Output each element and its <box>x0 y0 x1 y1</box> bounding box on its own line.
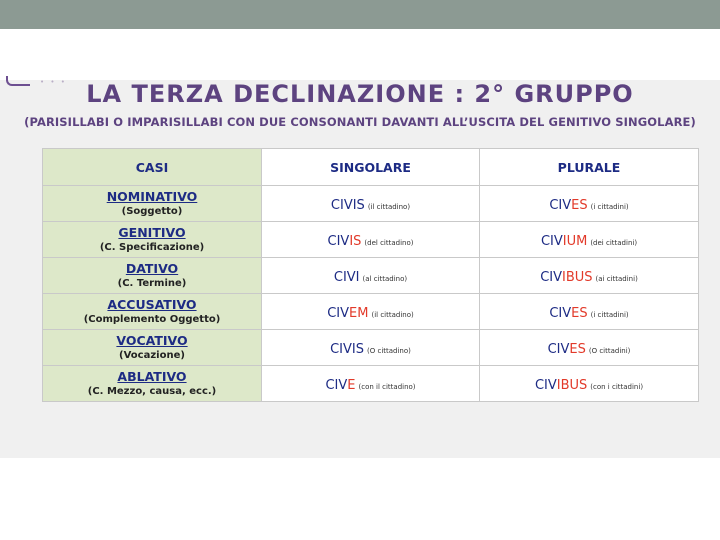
singular-ending: IS <box>349 234 362 249</box>
singular-stem: CIVI <box>333 270 360 285</box>
singular-gloss: (il cittadino) <box>371 311 414 319</box>
header-plurale: PLURALE <box>480 149 699 186</box>
plural-cell <box>480 366 699 402</box>
slide-title: LA TERZA DECLINAZIONE : 2° GRUPPO <box>86 80 634 108</box>
plural-gloss: (i cittadini) <box>590 203 629 211</box>
singular-gloss: (al cittadino) <box>362 275 408 283</box>
case-name: GENITIVO <box>118 224 186 240</box>
plural-cell <box>480 186 699 222</box>
plural-cell <box>480 222 699 258</box>
plural-gloss: (O cittadini) <box>588 347 631 355</box>
table-row <box>43 186 699 222</box>
singular-stem: CIVIS <box>330 342 364 357</box>
corner-dots: • • • <box>40 78 67 86</box>
plural-gloss: (dei cittadini) <box>590 239 638 247</box>
singular-cell <box>262 294 480 330</box>
singular-ending: EM <box>349 306 369 321</box>
case-description: (Soggetto) <box>121 206 183 218</box>
plural-stem: CIV <box>549 306 572 321</box>
case-cell <box>43 366 262 402</box>
plural-stem: CIV <box>549 198 572 213</box>
plural-stem: CIV <box>540 234 563 249</box>
table-row <box>43 258 699 294</box>
singular-stem: CIVIS <box>330 198 365 213</box>
table-header-row <box>43 149 699 186</box>
singular-cell <box>262 366 480 402</box>
header-singolare: SINGOLARE <box>262 149 480 186</box>
plural-ending: IBUS <box>556 378 588 393</box>
case-description: (C. Mezzo, causa, ecc.) <box>87 386 217 398</box>
table-row <box>43 330 699 366</box>
case-description: (C. Termine) <box>117 278 187 290</box>
plural-ending: ES <box>571 198 588 213</box>
case-name: NOMINATIVO <box>106 188 198 204</box>
singular-cell <box>262 258 480 294</box>
plural-stem: CIV <box>534 378 557 393</box>
singular-stem: CIV <box>327 306 350 321</box>
singular-gloss: (con il cittadino) <box>358 383 416 391</box>
plural-cell <box>480 258 699 294</box>
singular-ending: E <box>347 378 356 393</box>
case-name: DATIVO <box>125 260 179 276</box>
declension-table <box>42 148 699 402</box>
plural-stem: CIV <box>547 342 570 357</box>
plural-cell <box>480 294 699 330</box>
singular-gloss: (il cittadino) <box>367 203 411 211</box>
plural-ending: ES <box>569 342 586 357</box>
case-cell <box>43 186 262 222</box>
singular-gloss: (O cittadino) <box>367 347 411 355</box>
header-casi: CASI <box>43 149 262 186</box>
case-cell <box>43 222 262 258</box>
case-cell <box>43 258 262 294</box>
singular-gloss: (del cittadino) <box>364 239 414 247</box>
case-description: (C. Specificazione) <box>99 242 205 254</box>
slide-subtitle: (PARISILLABI O IMPARISILLABI CON DUE CONSONANTI DAVANTI ALL’USCITA DEL GENITIVO SINGOLARE) <box>24 115 696 129</box>
plural-ending: IBUS <box>562 270 593 285</box>
case-description: (Vocazione) <box>119 350 185 362</box>
case-name: ABLATIVO <box>117 368 187 384</box>
singular-cell <box>262 186 480 222</box>
table-row <box>43 294 699 330</box>
case-name: VOCATIVO <box>116 332 188 348</box>
table-row <box>43 222 699 258</box>
plural-gloss: (con i cittadini) <box>590 383 644 391</box>
singular-cell <box>262 222 480 258</box>
case-cell <box>43 330 262 366</box>
singular-stem: CIV <box>325 378 348 393</box>
plural-gloss: (ai cittadini) <box>595 275 638 283</box>
plural-cell <box>480 330 699 366</box>
plural-ending: IUM <box>562 234 588 249</box>
top-bar <box>0 0 720 29</box>
plural-ending: ES <box>571 306 588 321</box>
singular-stem: CIV <box>327 234 350 249</box>
case-description: (Complemento Oggetto) <box>83 314 221 326</box>
singular-cell <box>262 330 480 366</box>
case-cell <box>43 294 262 330</box>
plural-gloss: (i cittadini) <box>590 311 629 319</box>
plural-stem: CIV <box>540 270 562 285</box>
case-name: ACCUSATIVO <box>107 296 197 312</box>
table-row <box>43 366 699 402</box>
